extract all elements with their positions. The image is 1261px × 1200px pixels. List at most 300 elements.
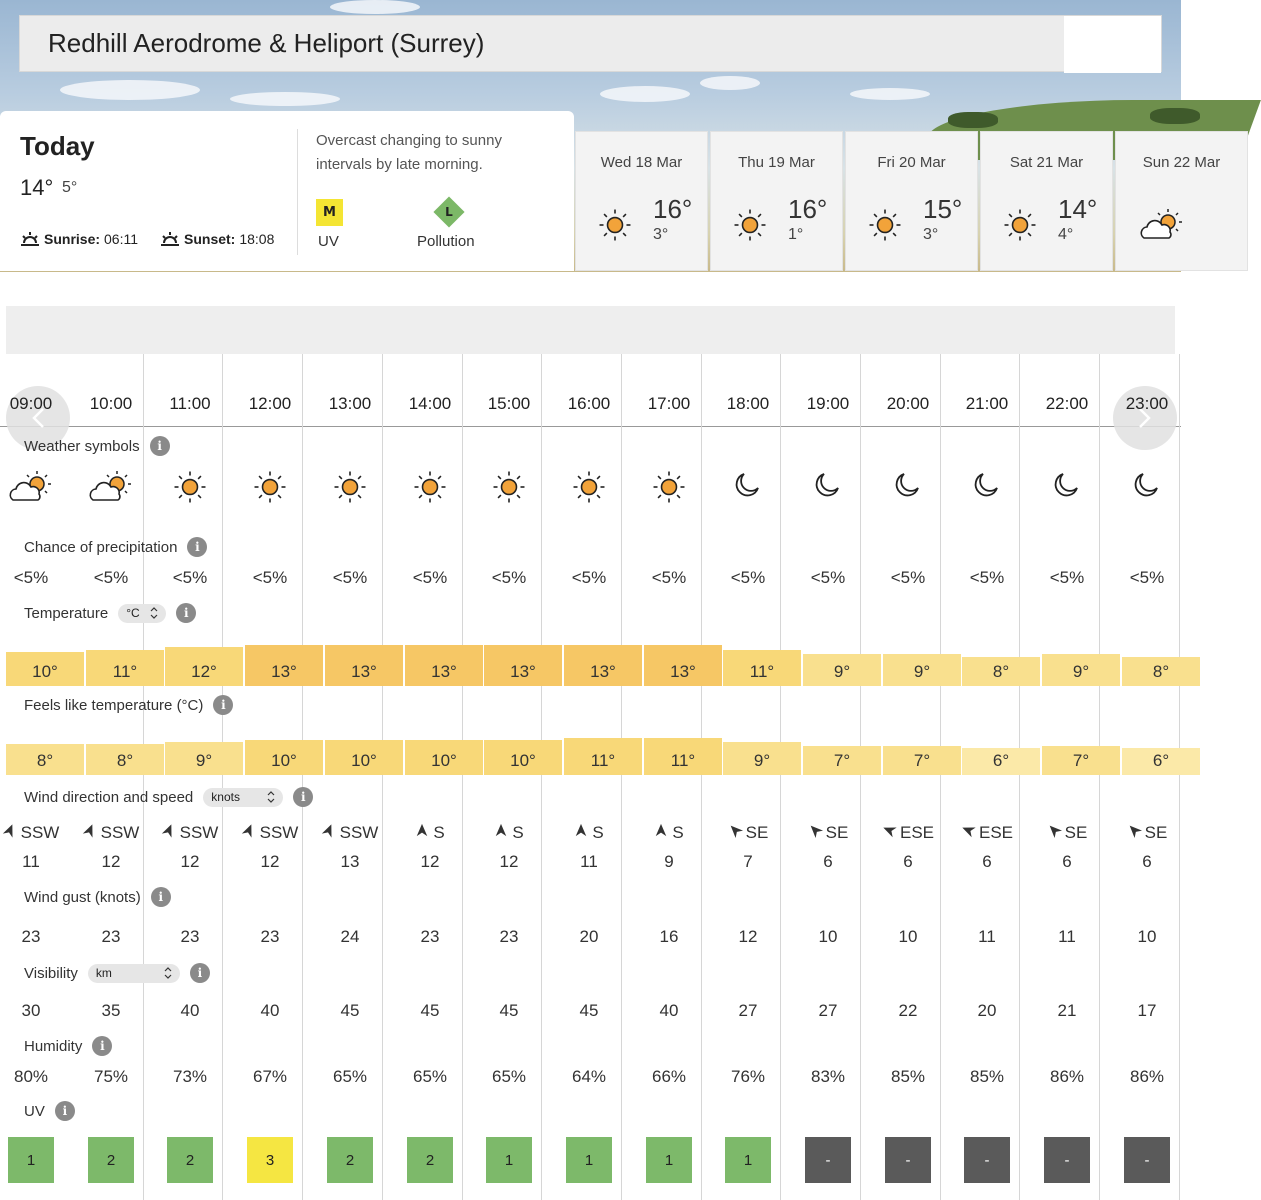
day-low: 4° <box>1058 226 1074 243</box>
feels-like-bar <box>405 740 483 775</box>
wind-speed: 11 <box>580 852 598 871</box>
today-high: 14° <box>20 175 54 200</box>
temperature-bar <box>325 645 403 686</box>
temperature-value: 8° <box>1152 661 1170 681</box>
clear-night-icon <box>708 470 788 498</box>
wind-arrow-icon <box>83 822 97 843</box>
wind-arrow-icon <box>494 822 508 843</box>
temperature-bar <box>405 645 483 686</box>
wind-gust: 23 <box>101 927 121 946</box>
humidity-value: 65% <box>412 1067 448 1086</box>
feels-like-bar <box>165 742 243 775</box>
select-value: km <box>95 966 112 980</box>
wind-speed: 12 <box>499 852 519 871</box>
cloud <box>60 80 200 100</box>
feels-like-bar <box>564 738 642 775</box>
visibility-value: 45 <box>579 1001 599 1020</box>
wind-direction-label: SSW <box>259 822 299 842</box>
location-bar[interactable] <box>19 15 1162 72</box>
row-label-feels-like <box>24 695 233 715</box>
humidity-value: 86% <box>1049 1067 1085 1086</box>
wind-gust: 10 <box>1137 927 1157 946</box>
uv-value: - <box>805 1137 851 1183</box>
feels-like-value: 11° <box>590 751 616 770</box>
wind-direction-label: SE <box>1064 822 1088 842</box>
day-card[interactable] <box>845 131 978 271</box>
sunny-intervals-icon <box>1138 208 1186 246</box>
wind-direction-label: S <box>433 822 445 842</box>
visibility-value: 40 <box>180 1001 200 1020</box>
trees <box>948 112 998 128</box>
feels-like-value: 6° <box>1152 751 1170 770</box>
sunny-icon <box>1003 208 1037 246</box>
visibility-value: 40 <box>260 1001 280 1020</box>
precip-value: <5% <box>890 568 926 587</box>
hour-time: 18:00 <box>726 394 770 413</box>
day-name: Sun 22 Mar <box>1142 154 1221 171</box>
wind-speed: 9 <box>664 852 674 871</box>
temperature-value: 13° <box>351 661 377 681</box>
hour-time: 12:00 <box>248 394 292 413</box>
row-label-humidity <box>24 1036 112 1056</box>
precip-value: <5% <box>491 568 527 587</box>
day-low: 1° <box>788 226 804 243</box>
wind-arrow-icon <box>808 822 822 843</box>
trees <box>1150 108 1200 124</box>
hour-time: 09:00 <box>9 394 53 413</box>
day-name: Fri 20 Mar <box>877 154 946 171</box>
visibility-value: 45 <box>420 1001 440 1020</box>
sunset-icon <box>160 231 180 247</box>
row-label-text: Visibility <box>24 964 78 982</box>
today-low: 5° <box>62 179 78 196</box>
hour-time: 17:00 <box>647 394 691 413</box>
wind-unit-select[interactable] <box>203 788 283 807</box>
wind-speed: 7 <box>743 852 753 871</box>
wind-direction <box>150 822 230 843</box>
wind-direction-label: ESE <box>899 822 935 842</box>
row-label-wind <box>24 787 313 807</box>
feels-like-value: 10° <box>431 751 457 770</box>
sunrise-info <box>20 231 138 247</box>
precip-value: <5% <box>1049 568 1085 587</box>
row-label-text: Humidity <box>24 1037 83 1055</box>
day-name: Thu 19 Mar <box>738 154 815 171</box>
uv-value: 1 <box>486 1137 532 1183</box>
info-icon[interactable]: i <box>151 887 171 907</box>
temperature-bar <box>1042 654 1120 686</box>
temperature-value: 10° <box>32 662 58 681</box>
uv-value: 2 <box>327 1137 373 1183</box>
wind-arrow-icon <box>882 822 896 843</box>
feels-like-bar <box>6 744 84 775</box>
feels-like-bar <box>86 744 164 775</box>
hour-time: 16:00 <box>567 394 611 413</box>
temperature-value: 9° <box>913 661 931 681</box>
visibility-value: 27 <box>818 1001 838 1020</box>
location-title: Redhill Aerodrome & Heliport (Surrey) <box>48 28 485 58</box>
hour-time: 15:00 <box>487 394 531 413</box>
wind-speed: 6 <box>903 852 913 871</box>
row-label-text: Wind direction and speed <box>24 788 194 806</box>
humidity-value: 85% <box>969 1067 1005 1086</box>
feels-like-value: 11° <box>670 751 696 770</box>
humidity-value: 64% <box>571 1067 607 1086</box>
select-arrows-icon <box>164 967 172 979</box>
wind-gust: 10 <box>818 927 838 946</box>
wind-gust: 16 <box>659 927 679 946</box>
row-label-text: Chance of precipitation <box>24 538 178 556</box>
select-arrows-icon <box>267 791 275 803</box>
wind-arrow-icon <box>1047 822 1061 843</box>
select-value: °C <box>126 606 140 620</box>
wind-direction <box>0 822 71 843</box>
temperature-bar <box>245 645 323 686</box>
day-high: 16° <box>788 194 828 224</box>
info-icon[interactable]: i <box>213 695 233 715</box>
temperature-value: 9° <box>1072 661 1090 681</box>
sunny-intervals-icon <box>0 470 71 504</box>
visibility-unit-select[interactable] <box>88 964 180 983</box>
sunrise-time: 06:11 <box>104 231 139 247</box>
wind-direction <box>469 822 549 843</box>
temperature-bar <box>165 647 243 686</box>
wind-arrow-icon <box>728 822 742 843</box>
feels-like-value: 8° <box>116 751 134 770</box>
uv-value: 1 <box>646 1137 692 1183</box>
clear-night-icon <box>868 470 948 498</box>
humidity-value: 75% <box>93 1067 129 1086</box>
uv-value: - <box>885 1137 931 1183</box>
hour-time: 20:00 <box>886 394 930 413</box>
sunny-icon <box>629 470 709 504</box>
sunset-label: Sunset: <box>184 231 236 247</box>
wind-direction-label: S <box>672 822 684 842</box>
wind-speed: 12 <box>260 852 280 871</box>
visibility-value: 45 <box>340 1001 360 1020</box>
wind-gust: 23 <box>21 927 41 946</box>
uv-value: 1 <box>725 1137 771 1183</box>
day-card[interactable] <box>980 131 1113 271</box>
row-label-gust <box>24 887 171 907</box>
feels-like-value: 10° <box>510 751 536 770</box>
temperature-bar <box>86 650 164 686</box>
today-summary: Overcast changing to sunny intervals by late morning. <box>316 132 502 173</box>
wind-gust: 12 <box>738 927 758 946</box>
sunset-time: 18:08 <box>239 231 275 247</box>
day-card[interactable] <box>575 131 708 271</box>
humidity-value: 83% <box>810 1067 846 1086</box>
feels-like-bar <box>245 740 323 775</box>
info-icon[interactable]: i <box>55 1101 75 1121</box>
wind-direction <box>708 822 788 843</box>
wind-arrow-icon <box>162 822 176 843</box>
precip-value: <5% <box>1129 568 1165 587</box>
temperature-bar <box>723 650 801 686</box>
wind-speed: 12 <box>180 852 200 871</box>
day-high: 15° <box>923 194 963 224</box>
uv-value: - <box>1044 1137 1090 1183</box>
sunrise-label: Sunrise: <box>44 231 101 247</box>
info-icon[interactable]: i <box>150 436 170 456</box>
temperature-value: 11° <box>112 661 138 681</box>
sunny-icon <box>469 470 549 504</box>
sunrise-icon <box>20 231 40 247</box>
precip-value: <5% <box>969 568 1005 587</box>
visibility-value: 45 <box>499 1001 519 1020</box>
cloud <box>600 86 690 102</box>
cloud <box>230 92 340 106</box>
today-card[interactable] <box>0 111 574 271</box>
humidity-value: 66% <box>651 1067 687 1086</box>
feels-like-value: 10° <box>351 751 377 770</box>
wind-direction-label: SSW <box>20 822 60 842</box>
sunny-icon <box>230 470 310 504</box>
cloud <box>700 76 760 90</box>
wind-direction-label: SSW <box>100 822 140 842</box>
wind-direction <box>1027 822 1107 843</box>
hour-time: 22:00 <box>1045 394 1089 413</box>
wind-arrow-icon <box>1127 822 1141 843</box>
temperature-bar <box>803 654 881 686</box>
precip-value: <5% <box>13 568 49 587</box>
clear-night-icon <box>1107 470 1187 498</box>
precip-value: <5% <box>172 568 208 587</box>
sunny-icon <box>733 208 767 246</box>
temperature-value: 11° <box>749 661 775 681</box>
day-name: Sat 21 Mar <box>1009 154 1084 171</box>
feels-like-bar <box>644 738 722 775</box>
humidity-value: 65% <box>491 1067 527 1086</box>
row-label-temperature <box>24 603 196 623</box>
temperature-value: 13° <box>510 661 536 681</box>
feels-like-value: 7° <box>913 751 931 770</box>
precip-value: <5% <box>332 568 368 587</box>
info-icon[interactable]: i <box>190 963 210 983</box>
sunny-icon <box>390 470 470 504</box>
wind-direction <box>629 822 709 843</box>
wind-speed: 13 <box>340 852 360 871</box>
wind-gust: 23 <box>420 927 440 946</box>
clear-night-icon <box>788 470 868 498</box>
humidity-value: 85% <box>890 1067 926 1086</box>
feels-like-value: 8° <box>36 751 54 770</box>
visibility-value: 27 <box>738 1001 758 1020</box>
wind-speed: 6 <box>823 852 833 871</box>
today-label: Today <box>20 131 95 161</box>
wind-arrow-icon <box>574 822 588 843</box>
humidity-value: 73% <box>172 1067 208 1086</box>
uv-value: 3 <box>247 1137 293 1183</box>
uv-label: UV <box>318 233 339 250</box>
humidity-value: 80% <box>13 1067 49 1086</box>
row-label-weather-symbols <box>24 436 170 456</box>
select-arrows-icon <box>150 607 158 619</box>
wind-direction-label: SE <box>1144 822 1168 842</box>
feels-like-bar <box>484 740 562 775</box>
info-icon[interactable]: i <box>92 1036 112 1056</box>
wind-direction-label: ESE <box>978 822 1014 842</box>
hour-time: 23:00 <box>1125 394 1169 413</box>
pollution-code: L <box>445 205 453 219</box>
location-action-button[interactable] <box>1064 16 1161 73</box>
temperature-bar <box>6 652 84 686</box>
temperature-bar <box>962 657 1040 686</box>
wind-direction <box>788 822 868 843</box>
feels-like-value: 9° <box>753 751 771 770</box>
temperature-bar <box>484 645 562 686</box>
cloud <box>850 88 930 100</box>
precip-value: <5% <box>571 568 607 587</box>
wind-direction-label: SSW <box>339 822 379 842</box>
temperature-value: 13° <box>590 661 616 681</box>
wind-arrow-icon <box>322 822 336 843</box>
wind-arrow-icon <box>3 822 17 843</box>
uv-value: 1 <box>8 1137 54 1183</box>
feels-like-bar <box>883 746 961 775</box>
uv-value: 2 <box>88 1137 134 1183</box>
sunny-icon <box>150 470 230 504</box>
feels-like-bar <box>962 748 1040 775</box>
hour-time: 21:00 <box>965 394 1009 413</box>
wind-speed: 12 <box>420 852 440 871</box>
humidity-value: 86% <box>1129 1067 1165 1086</box>
wind-speed: 6 <box>982 852 992 871</box>
temperature-value: 9° <box>833 661 851 681</box>
temperature-value: 12° <box>191 661 217 681</box>
wind-speed: 6 <box>1142 852 1152 871</box>
hour-time: 19:00 <box>806 394 850 413</box>
sunset-info <box>160 231 274 247</box>
wind-direction-label: SE <box>745 822 769 842</box>
uv-value: 2 <box>407 1137 453 1183</box>
header-underline <box>0 426 1181 427</box>
row-label-visibility <box>24 963 210 983</box>
day-card[interactable] <box>710 131 843 271</box>
temperature-bar <box>564 645 642 686</box>
wind-gust: 10 <box>898 927 918 946</box>
wind-direction <box>549 822 629 843</box>
wind-gust: 23 <box>180 927 200 946</box>
precip-value: <5% <box>412 568 448 587</box>
day-high: 16° <box>653 194 693 224</box>
day-low: 3° <box>653 226 669 243</box>
temperature-value: 8° <box>992 661 1010 681</box>
uv-badge[interactable]: M <box>316 199 343 226</box>
day-high: 14° <box>1058 194 1098 224</box>
temperature-value: 13° <box>431 661 457 681</box>
wind-gust: 20 <box>579 927 599 946</box>
row-label-text: Wind gust (knots) <box>24 888 141 906</box>
feels-like-value: 7° <box>1072 751 1090 770</box>
wind-direction-label: S <box>592 822 604 842</box>
divider <box>297 129 298 255</box>
hourly-top-band <box>6 306 1175 354</box>
wind-arrow-icon <box>961 822 975 843</box>
info-icon[interactable]: i <box>293 787 313 807</box>
hour-time: 11:00 <box>169 394 211 413</box>
visibility-value: 20 <box>977 1001 997 1020</box>
cloud <box>330 0 420 14</box>
wind-arrow-icon <box>654 822 668 843</box>
wind-direction <box>310 822 390 843</box>
wind-speed: 11 <box>22 852 40 871</box>
precip-value: <5% <box>93 568 129 587</box>
visibility-value: 30 <box>21 1001 41 1020</box>
sunny-intervals-icon <box>71 470 151 504</box>
humidity-value: 76% <box>730 1067 766 1086</box>
wind-gust: 23 <box>260 927 280 946</box>
hour-time: 14:00 <box>408 394 452 413</box>
row-label-text: Weather symbols <box>24 437 140 455</box>
visibility-value: 35 <box>101 1001 121 1020</box>
temperature-bar <box>644 645 722 686</box>
wind-direction-label: S <box>512 822 524 842</box>
clear-night-icon <box>1027 470 1107 498</box>
feels-like-value: 9° <box>195 751 213 770</box>
visibility-value: 40 <box>659 1001 679 1020</box>
sunny-icon <box>310 470 390 504</box>
wind-direction <box>230 822 310 843</box>
temperature-value: 13° <box>670 661 696 681</box>
feels-like-value: 7° <box>833 751 851 770</box>
sunny-icon <box>598 208 632 246</box>
day-card[interactable] <box>1115 131 1248 271</box>
visibility-value: 17 <box>1137 1001 1157 1020</box>
wind-direction <box>71 822 151 843</box>
uv-value: - <box>1124 1137 1170 1183</box>
pollution-label: Pollution <box>417 233 475 250</box>
wind-speed: 12 <box>101 852 121 871</box>
info-icon[interactable]: i <box>187 537 207 557</box>
wind-direction-label: SSW <box>179 822 219 842</box>
sunny-icon <box>868 208 902 246</box>
uv-value: - <box>964 1137 1010 1183</box>
wind-gust: 24 <box>340 927 360 946</box>
row-label-uv <box>24 1101 75 1121</box>
clear-night-icon <box>947 470 1027 498</box>
visibility-value: 22 <box>898 1001 918 1020</box>
temperature-bar <box>883 654 961 686</box>
visibility-value: 21 <box>1057 1001 1077 1020</box>
temperature-value: 13° <box>271 661 297 681</box>
wind-gust: 23 <box>499 927 519 946</box>
wind-direction <box>390 822 470 843</box>
info-icon[interactable]: i <box>176 603 196 623</box>
wind-direction-label: SE <box>825 822 849 842</box>
wind-direction <box>868 822 948 843</box>
wind-gust: 11 <box>1058 927 1076 946</box>
sunny-icon <box>549 470 629 504</box>
uv-value: 2 <box>167 1137 213 1183</box>
feels-like-value: 6° <box>992 751 1010 770</box>
day-name: Wed 18 Mar <box>600 154 683 171</box>
humidity-value: 67% <box>252 1067 288 1086</box>
feels-like-bar <box>803 746 881 775</box>
row-label-precipitation <box>24 537 207 557</box>
precip-value: <5% <box>810 568 846 587</box>
feels-like-value: 10° <box>271 751 297 770</box>
temperature-bar <box>1122 657 1200 686</box>
feels-like-bar <box>325 740 403 775</box>
temperature-unit-select[interactable] <box>118 604 166 623</box>
humidity-value: 65% <box>332 1067 368 1086</box>
feels-like-bar <box>1042 746 1120 775</box>
precip-value: <5% <box>252 568 288 587</box>
day-low: 3° <box>923 226 939 243</box>
precip-value: <5% <box>730 568 766 587</box>
row-label-text: UV <box>24 1102 45 1120</box>
